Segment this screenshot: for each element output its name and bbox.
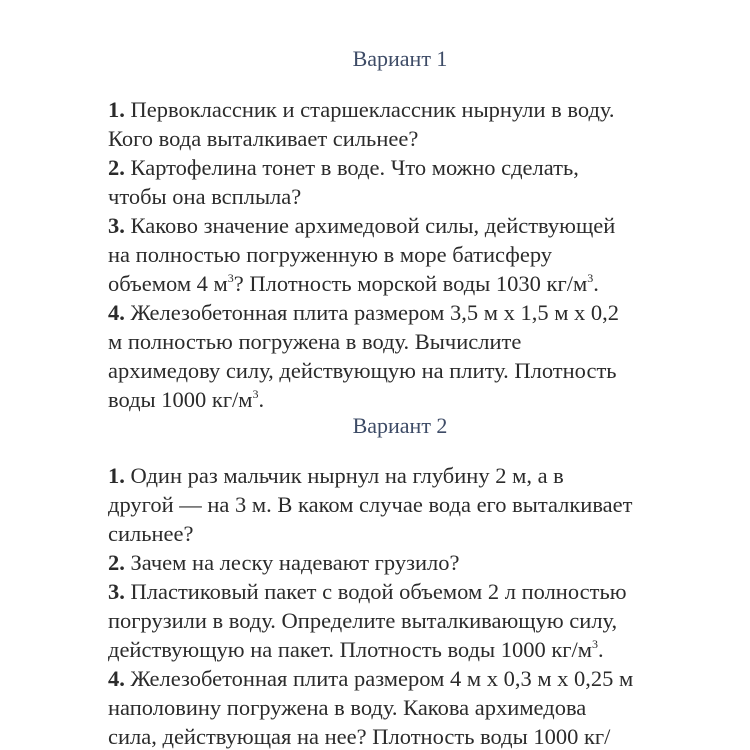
question-line-start: [108, 461, 750, 490]
question-line-start: [108, 298, 750, 327]
question-line: [108, 240, 750, 269]
question-text: сильнее?: [108, 521, 194, 546]
question-text: наполовину погружена в воду. Какова архимедова: [108, 695, 587, 720]
question-line: [108, 606, 750, 635]
question-text: погрузили в воду. Определите выталкивающую силу,: [108, 608, 618, 633]
question-line-start: [108, 664, 750, 693]
variant-2-title: Вариант 2: [352, 413, 448, 438]
question-text: Картофелина тонет в воде. Что можно сделать,: [124, 155, 579, 180]
superscript: 3: [587, 271, 594, 285]
question-text: .: [598, 637, 604, 662]
question-number: 1.: [108, 463, 125, 488]
question-line-start: [108, 95, 750, 124]
question-text: объемом 4 м: [108, 271, 228, 296]
question-text: Железобетонная плита размером 4 м х 0,3 м х 0,25 м: [124, 666, 634, 691]
question-text: действующую на пакет. Плотность воды 1000 кг/м: [108, 637, 593, 662]
question-text: м полностью погружена в воду. Вычислите: [108, 329, 522, 354]
question-number: 4.: [108, 666, 125, 691]
question-text: на полностью погруженную в море батисферу: [108, 242, 553, 267]
question-text: Первоклассник и старшеклассник нырнули в воду.: [124, 97, 615, 122]
question-line: [108, 490, 750, 519]
question-text: чтобы она всплыла?: [108, 184, 302, 209]
superscript: 3: [592, 637, 599, 651]
question-number: 4.: [108, 300, 125, 325]
question-line: [108, 182, 750, 211]
question-text: воды 1000 кг/м: [108, 387, 253, 412]
question-text: Кого вода выталкивает сильнее?: [108, 126, 419, 151]
question-line-start: [108, 577, 750, 606]
question-text: Один раз мальчик нырнул на глубину 2 м, а в: [124, 463, 564, 488]
question-line-start: [108, 211, 750, 240]
question-text: ? Плотность морской воды 1030 кг/м: [233, 271, 588, 296]
question-text: архимедову силу, действующую на плиту. Плотность: [108, 358, 617, 383]
question-text: Каково значение архимедовой силы, действующей: [124, 213, 616, 238]
question-text: другой — на 3 м. В каком случае вода его выталкивает: [108, 492, 633, 517]
question-text: сила, действующая на нее? Плотность воды 1000 кг/: [108, 724, 611, 749]
question-number: 2.: [108, 550, 125, 575]
question-text: Пластиковый пакет с водой объемом 2 л полностью: [124, 579, 627, 604]
question-number: 1.: [108, 97, 125, 122]
question-line: [108, 356, 750, 385]
question-line-start: [108, 548, 750, 577]
superscript: 3: [252, 387, 259, 401]
question-line: [108, 124, 750, 153]
question-line: [108, 385, 750, 414]
question-line: [108, 519, 750, 548]
variant-1-questions: [108, 95, 750, 414]
question-line: [108, 722, 750, 750]
question-line: [108, 327, 750, 356]
question-number: 2.: [108, 155, 125, 180]
question-text: .: [258, 387, 265, 412]
question-number: 3.: [108, 579, 125, 604]
question-text: Зачем на леску надевают грузило?: [124, 550, 460, 575]
question-line: [108, 693, 750, 722]
question-line-start: [108, 153, 750, 182]
question-number: 3.: [108, 213, 125, 238]
question-text: Железобетонная плита размером 3,5 м х 1,5 м х 0,2: [124, 300, 620, 325]
variant-1-title: Вариант 1: [352, 46, 448, 71]
question-text: .: [593, 271, 599, 296]
variant-2-questions: [108, 461, 750, 750]
question-line: [108, 269, 750, 298]
superscript: 3: [227, 271, 234, 285]
question-line: [108, 635, 750, 664]
